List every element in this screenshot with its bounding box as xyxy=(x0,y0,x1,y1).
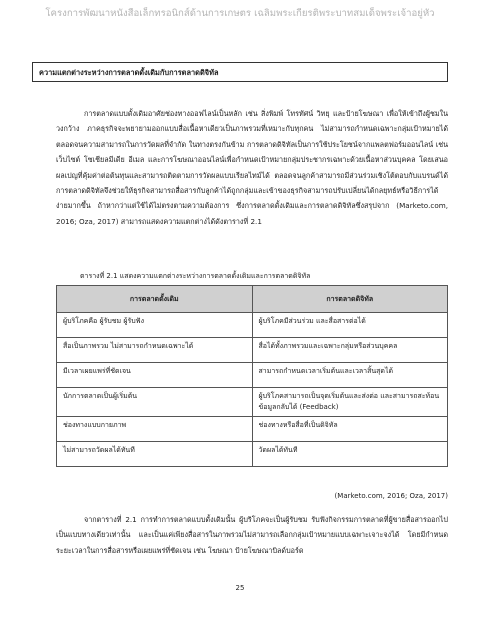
table-row xyxy=(57,313,448,338)
section-heading: ความแตกต่างระหว่างการตลาดดั้งเดิมกับการตลาดดิจิทัล xyxy=(32,62,448,82)
table-caption: ตารางที่ 2.1 แสดงความแตกต่างระหว่างการตลาดดั้งเดิมและการตลาดดิจิทัล xyxy=(80,272,311,280)
table-row xyxy=(57,442,448,467)
table-cell: มีเวลาเผยแพร่ที่ชัดเจน xyxy=(57,363,253,388)
table-cell: สื่อเป็นภาพรวม ไม่สามารถกำหนดเฉพาะได้ xyxy=(57,338,253,363)
table-header-digital: การตลาดดิจิทัล xyxy=(252,286,448,313)
page-number: 25 xyxy=(235,584,245,592)
running-header: โครงการพัฒนาหนังสือเล็กทรอนิกส์ด้านการเกษตร เฉลิมพระเกียรติพระบาทสมเด็จพระเจ้าอยู่หัว xyxy=(45,8,435,19)
table-cell: ช่องทางแบบกายภาพ xyxy=(57,417,253,442)
body-paragraph-1 xyxy=(56,106,448,229)
comparison-table xyxy=(56,285,448,467)
table-cell: ผู้บริโภคสามารถเป็นจุดเริ่มต้นและส่งต่อ และสามารถสะท้อนข้อมูลกลับได้ (Feedback) xyxy=(252,388,448,417)
body-paragraph-2 xyxy=(56,512,448,558)
table-row xyxy=(57,388,448,417)
table-cell: สื่อได้ทั้งภาพรวมและเฉพาะกลุ่มหรือส่วนบุคคล xyxy=(252,338,448,363)
table-row xyxy=(57,417,448,442)
table-cell: ช่องทางหรือสื่อที่เป็นดิจิทัล xyxy=(252,417,448,442)
table-source-citation: (Marketo.com, 2016; Oza, 2017) xyxy=(334,492,448,500)
table-row xyxy=(57,363,448,388)
table-header-row xyxy=(57,286,448,313)
table-cell: นักการตลาดเป็นผู้เริ่มต้น xyxy=(57,388,253,417)
table-cell: ไม่สามารถวัดผลได้ทันที xyxy=(57,442,253,467)
table-header-traditional: การตลาดดั้งเดิม xyxy=(57,286,253,313)
table-cell: วัดผลได้ทันที xyxy=(252,442,448,467)
body-paragraph-2-text: จากตารางที่ 2.1 การทำการตลาดแบบดั้งเดิมนั้น ผู้บริโภคจะเป็นผู้รับชม รับฟังกิจกรรมการตลาดที่ผู้ขายสื่อสารออกไปเป็นแบบทางเดียวเท่านั้น และเป็นแค่เพียงสื่อสารในภาพรวมไม่สามารถเลือกกลุ่มเป้าหมายแบบเฉพาะเจาะจงได้ โดยมีกำหนดระยะเวลาในการสื่อสารหรือเผยแพร่ที่ชัดเจน เช่น โฆษณา ป้ายโฆษณาบิลด์บอร์ด xyxy=(56,515,448,555)
table-cell: ผู้บริโภคมีส่วนร่วม และสื่อสารต่อได้ xyxy=(252,313,448,338)
table-row xyxy=(57,338,448,363)
table-cell: สามารถกำหนดเวลาเริ่มต้นและเวลาสิ้นสุดได้ xyxy=(252,363,448,388)
table-cell: ผู้บริโภคคือ ผู้รับชม ผู้รับฟัง xyxy=(57,313,253,338)
body-paragraph-1-text: การตลาดแบบดั้งเดิมอาศัยช่องทางออฟไลน์เป็นหลัก เช่น สิ่งพิมพ์ โทรทัศน์ วิทยุ และป้ายโฆษณา เพื่อให้เข้าถึงผู้ชมในวงกว้าง ภาคธุรกิจจะพยายามออกแบบสื่อเนื้อหาเดียวเป็นภาพรวมที่เหมาะกับทุกคน ไม่สามารถกำหนดเฉพาะกลุ่มเป้าหมายได้ ตลอดจนความสามารถในการวัดผลที่จำกัด ในทางตรงกันข้าม การตลาดดิจิทัลเป็นการใช้ประโยชน์จากแพลตฟอร์มออนไลน์ เช่น เว็บไซต์ โซเชียลมีเดีย อีเมล และการโฆษณาออนไลน์เพื่อกำหนดเป้าหมายกลุ่มประชากรเฉพาะด้วยเนื้อหาส่วนบุคคล โดยเสนอผลเปญที่คุ้มค่าต่อต้นทุนและสามารถติดตามการวัดผลแบบเรียลไทม์ได้ ตลอดจนลูกค้าสามารถมีส่วนร่วมเชิงโต้ตอบกับแบรนด์ได้ การตลาดดิจิทัลจึงช่วยให้ธุรกิจสามารถสื่อสารกับลูกค้าได้ถูกกลุ่มและเข้าของธุรกิจสามารถปรับเปลี่ยนได้กลยุทธ์หรือวิธีการได้ง่ายมากขึ้น ถ้าหากว่าแต่ใช้ได้ไม่ตรงตามความต้องการ ซึ่งการตลาดดั้งเดิมและการตลาดดิจิทัลซึ่งสรุปจาก (Marketo.com, 2016; Oza, 2017) สามารถแสดงความแตกต่างได้ดังตารางที่ 2.1 xyxy=(56,109,448,226)
